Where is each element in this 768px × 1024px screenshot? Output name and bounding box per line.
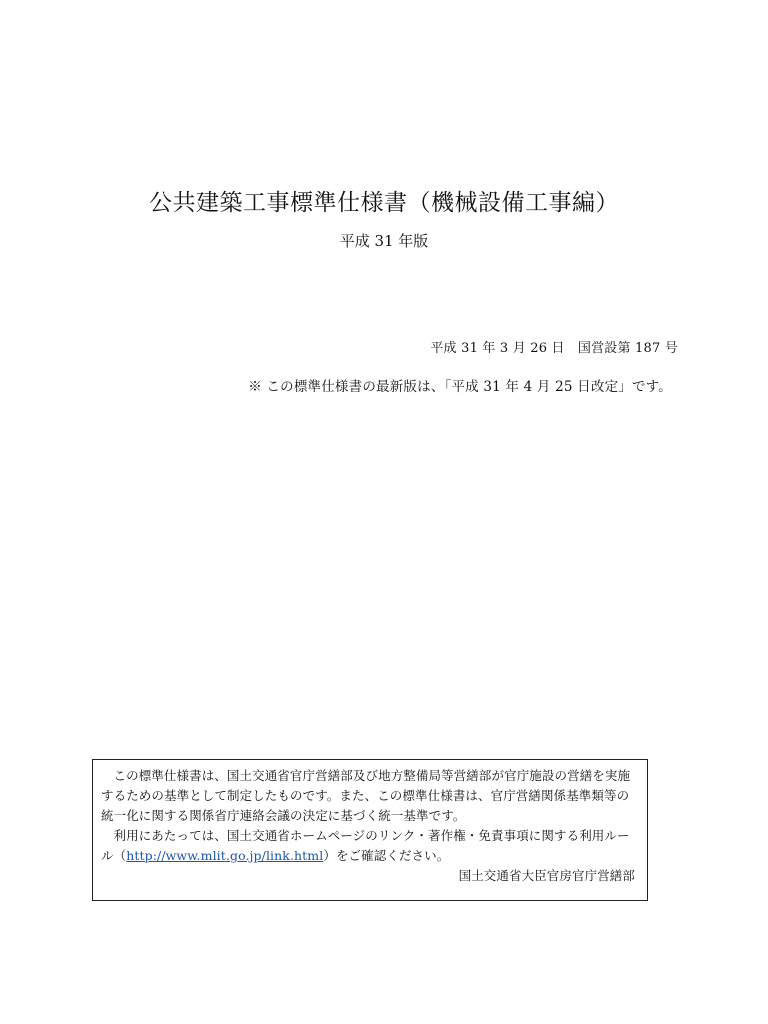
notice-paragraph-usage bbox=[101, 826, 639, 866]
usage-text-after-link: ）をご確認ください。 bbox=[323, 848, 450, 863]
link-rules-url[interactable]: http://www.mlit.go.jp/link.html bbox=[126, 848, 324, 863]
notice-signature: 国土交通省大臣官房官庁営繕部 bbox=[458, 868, 635, 883]
latest-version-note: ※ この標準仕様書の最新版は、「平成 31 年 4 月 25 日改定」です。 bbox=[248, 379, 672, 395]
issue-date-number: 平成 31 年 3 月 26 日 国営設第 187 号 bbox=[430, 341, 678, 356]
edition-label: 平成 31 年版 bbox=[339, 232, 429, 250]
notice-paragraph-standard: この標準仕様書は、国土交通省官庁営繕部及び地方整備局等営繕部が官庁施設の営繕を実施するための基準として制定したものです。また、この標準仕様書は、官庁営繕関係基準類等の統一化に関する関係省庁連絡会議の決定に基づく統一基準です。 bbox=[101, 768, 631, 823]
document-title: 公共建築工事標準仕様書（機械設備工事編） bbox=[149, 190, 619, 216]
usage-notice-box bbox=[92, 759, 648, 901]
usage-text-before-link: 利用にあたっては、国土交通省ホームページのリンク・著作権・免責事項に関する利用ルール（ bbox=[101, 828, 630, 863]
